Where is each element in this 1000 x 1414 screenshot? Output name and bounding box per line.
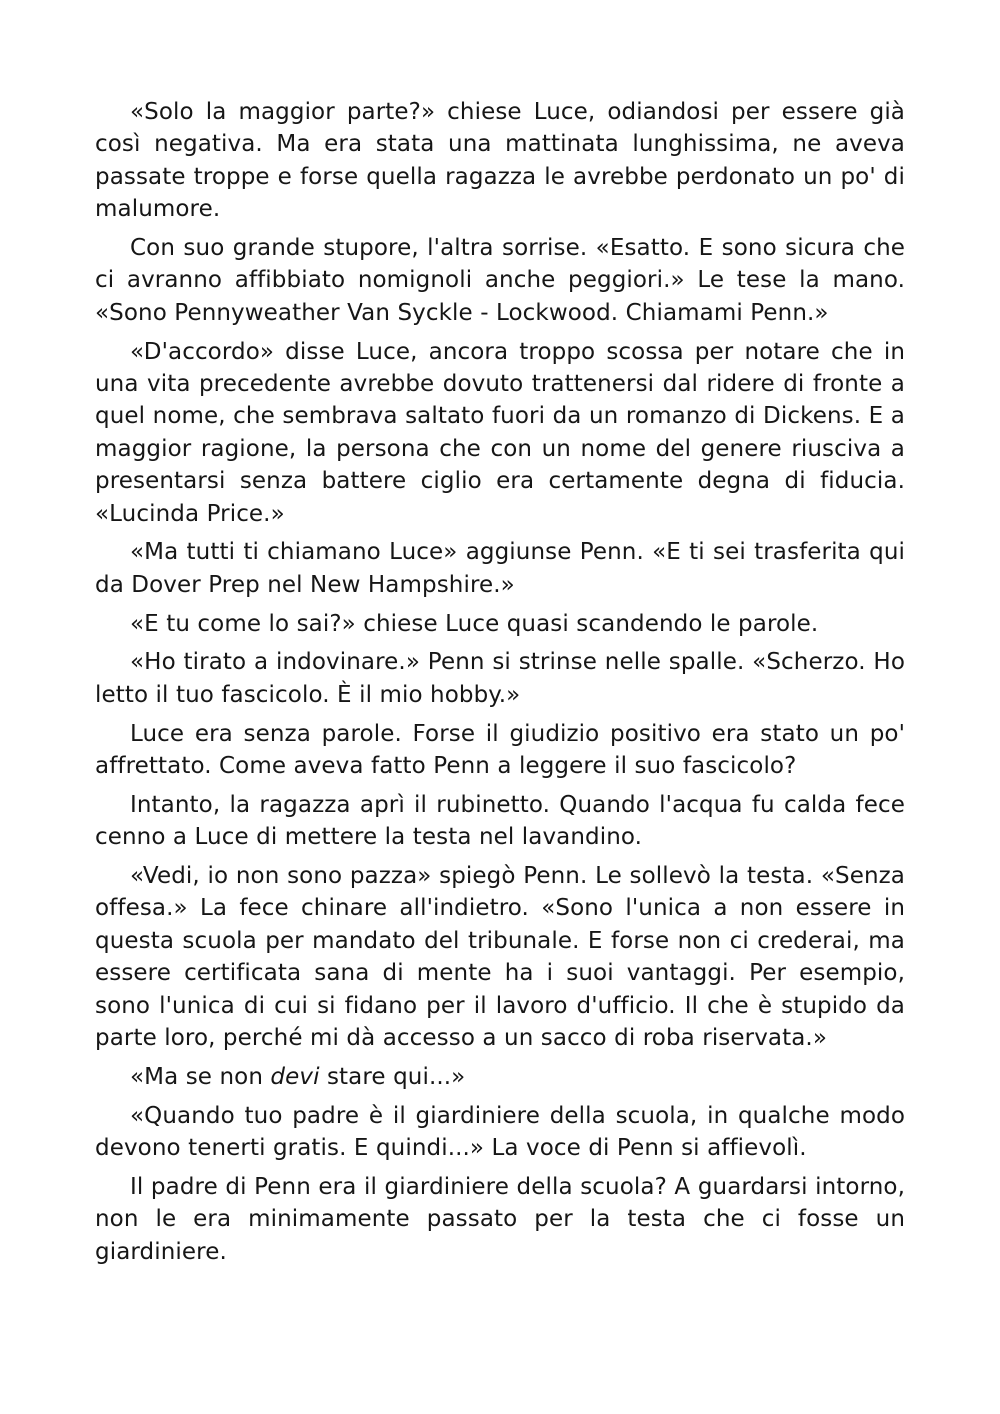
- paragraph: «Ho tirato a indovinare.» Penn si strinse nelle spalle. «Scherzo. Ho letto il tuo fascicolo. È il mio hobby.»: [95, 649, 905, 708]
- paragraph-text: stare qui...»: [319, 1063, 466, 1090]
- book-page: [95, 96, 905, 1275]
- paragraph: «Quando tuo padre è il giardiniere della scuola, in qualche modo devono tenerti gratis. E quindi...» La voce di Penn si affievolì.: [95, 1102, 905, 1162]
- paragraph: «Solo la maggior parte?» chiese Luce, odiandosi per essere già così negativa. Ma era stata una mattinata lunghissima, ne aveva passate troppe e forse quella ragazza le avrebbe perdonato un po' di malumore.: [95, 99, 905, 223]
- paragraph: [95, 1061, 905, 1093]
- paragraph-text: «Ma se non: [130, 1063, 271, 1090]
- paragraph: Luce era senza parole. Forse il giudizio positivo era stato un po' affrettato. Come aveva fatto Penn a leggere il suo fascicolo?: [95, 720, 905, 780]
- paragraph: «E tu come lo sai?» chiese Luce quasi scandendo le parole.: [130, 610, 819, 637]
- paragraph: Con suo grande stupore, l'altra sorrise. «Esatto. E sono sicura che ci avranno affibbiato nomignoli anche peggiori.» Le tese la mano. «Sono Pennyweather Van Syckle - Lockwood. Chiamami Penn.»: [95, 235, 905, 326]
- paragraph: «Vedi, io non sono pazza» spiegò Penn. Le sollevò la testa. «Senza offesa.» La fece chinare all'indietro. «Sono l'unica a non essere in questa scuola per mandato del tribunale. E forse non ci crederai, ma essere certificata sana di mente ha i suoi vantaggi. Per esempio, sono l'unica di cui si fidano per il lavoro d'ufficio. Il che è stupido da parte loro, perché mi dà accesso a un sacco di roba riservata.»: [95, 863, 905, 1052]
- emphasized-word: devi: [270, 1063, 320, 1090]
- paragraph: Intanto, la ragazza aprì il rubinetto. Quando l'acqua fu calda fece cenno a Luce di mettere la testa nel lavandino.: [95, 791, 905, 851]
- paragraph: «Ma tutti ti chiamano Luce» aggiunse Penn. «E ti sei trasferita qui da Dover Prep nel New Hampshire.»: [95, 539, 905, 598]
- paragraph: Il padre di Penn era il giardiniere della scuola? A guardarsi intorno, non le era minimamente passato per la testa che ci fosse un giardiniere.: [95, 1173, 905, 1265]
- paragraph: «D'accordo» disse Luce, ancora troppo scossa per notare che in una vita precedente avrebbe dovuto trattenersi dal ridere di fronte a quel nome, che sembrava saltato fuori da un romanzo di Dickens. E a maggior ragione, la persona che con un nome del genere riusciva a presentarsi senza battere ciglio era certamente degna di fiducia. «Lucinda Price.»: [95, 338, 905, 527]
